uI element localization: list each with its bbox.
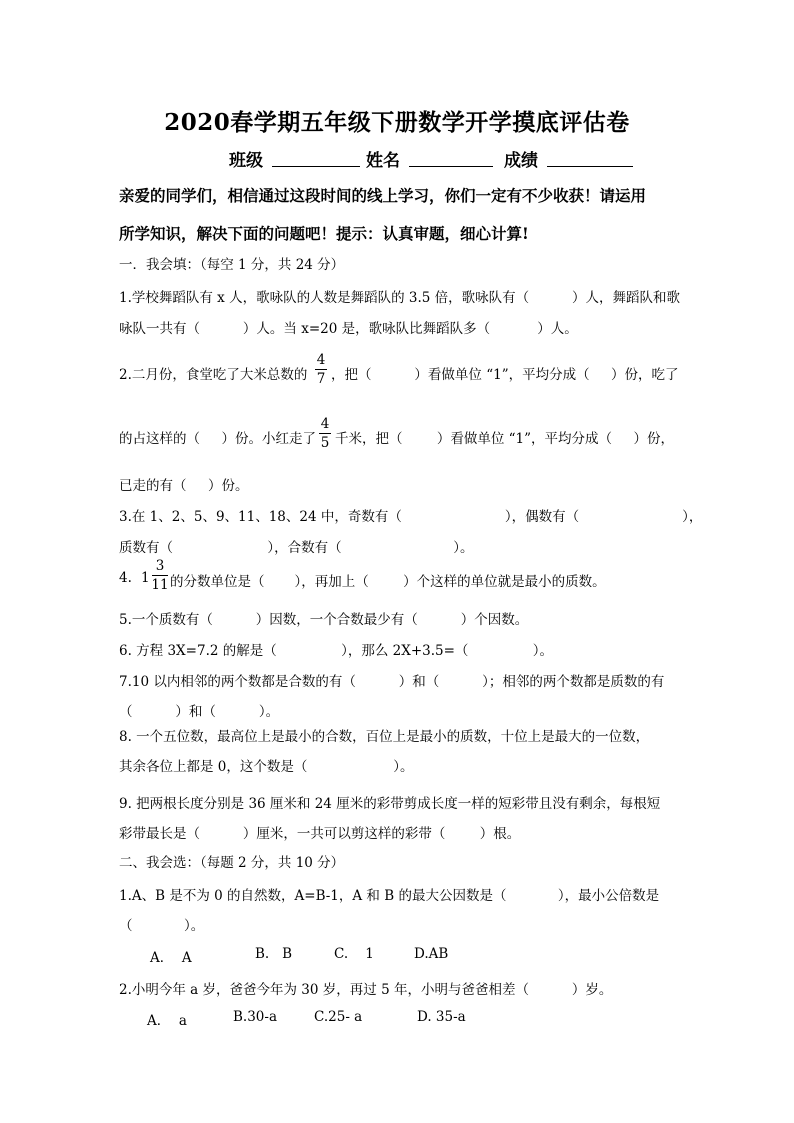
fraction-numerator: 4 <box>320 416 330 432</box>
q4-fraction <box>151 558 169 593</box>
score-label: 成绩 <box>504 151 538 171</box>
fraction-denominator: 5 <box>320 435 330 451</box>
s2-q2-line-1: 2.小明今年 a 岁，爸爸今年为 30 岁，再过 5 年，小明与爸爸相差（ ）岁。 <box>119 982 613 998</box>
q5: 5.一个质数有（ ）因数，一个合数最少有（ ）个因数。 <box>119 612 529 628</box>
intro-line-2: 所学知识，解决下面的问题吧！提示：认真审题，细心计算! <box>119 224 529 243</box>
s2-q2-option-a: A． a <box>147 1013 187 1029</box>
s2-q1-option-d: D.AB <box>414 946 449 962</box>
s2-q1-line-1: 1.A、B 是不为 0 的自然数，A=B-1，A 和 B 的最大公因数是（ ），最小公倍数是 <box>119 888 660 904</box>
intro-line-1: 亲爱的同学们，相信通过这段时间的线上学习，你们一定有不少收获！请运用 <box>119 186 647 205</box>
class-blank <box>272 166 360 167</box>
page-title: 2020春学期五年级下册数学开学摸底评估卷 <box>164 109 630 136</box>
q2-fraction-1 <box>314 352 328 387</box>
s2-q1-option-c: C. 1 <box>334 946 374 962</box>
q2-text-c: 的占这样的（ ）份。小红走了 <box>119 431 316 447</box>
q2-text-d: 千米，把（ ）看做单位 “1”，平均分成（ ）份， <box>335 431 674 447</box>
q2-text-b: ，把（ ）看做单位 “1”，平均分成（ ）份，吃了 <box>331 367 679 383</box>
q3-line-2: 质数有（ ），合数有（ ）。 <box>119 540 474 556</box>
q3-line-1: 3.在 1、2、5、9、11、18、24 中，奇数有（ ），偶数有（ ）， <box>119 509 703 525</box>
q9-line-1: 9. 把两根长度分别是 36 厘米和 24 厘米的彩带剪成长度一样的短彩带且没有剩余，每根短 <box>119 796 661 812</box>
fraction-denominator: 11 <box>151 577 169 593</box>
fraction-bar <box>315 369 327 370</box>
q8-line-2: 其余各位上都是 0，这个数是（ ）。 <box>119 759 414 775</box>
q1-line-2: 咏队一共有（ ）人。当 x=20 是，歌咏队比舞蹈队多（ ）人。 <box>119 321 578 337</box>
fraction-bar <box>319 433 331 434</box>
q2-text-a: 2.二月份，食堂吃了大米总数的 <box>119 367 308 383</box>
fraction-numerator: 4 <box>316 352 326 368</box>
q6: 6. 方程 3X=7.2 的解是（ ），那么 2X+3.5=（ ）。 <box>119 643 554 659</box>
q4-prefix: 4. <box>119 570 132 586</box>
q7-line-2: （ ）和（ ）。 <box>119 704 280 720</box>
q8-line-1: 8. 一个五位数，最高位上是最小的合数，百位上是最小的质数，十位上是最大的一位数， <box>119 729 650 745</box>
s2-q2-option-c: C.25- a <box>314 1009 363 1025</box>
s2-q1-line-2: （ ）。 <box>119 918 205 934</box>
s2-q1-option-b: B. B <box>255 946 293 962</box>
s2-q2-option-b: B.30-a <box>233 1009 278 1025</box>
name-label: 姓名 <box>366 151 400 171</box>
s2-q2-option-d: D. 35-a <box>417 1009 466 1025</box>
score-blank <box>547 166 633 167</box>
section-2-heading: 二、我会选：（每题 2 分，共 10 分） <box>119 855 345 871</box>
name-blank <box>409 166 493 167</box>
q1-line-1: 1.学校舞蹈队有 x 人，歌咏队的人数是舞蹈队的 3.5 倍，歌咏队有（ ）人，舞蹈队和歌 <box>119 290 681 306</box>
fraction-bar <box>152 575 168 576</box>
s2-q1-option-a: A． A <box>150 950 192 966</box>
fraction-denominator: 7 <box>316 371 326 387</box>
q9-line-2: 彩带最长是（ ）厘米，一共可以剪这样的彩带（ ）根。 <box>119 826 521 842</box>
q7-line-1: 7.10 以内相邻的两个数都是合数的有（ ）和（ ）；相邻的两个数都是质数的有 <box>119 674 665 690</box>
section-1-heading: 一．我会填：（每空 1 分，共 24 分） <box>119 257 345 273</box>
q4-text: 的分数单位是（ ），再加上（ ）个这样的单位就是最小的质数。 <box>170 574 606 590</box>
q2-fraction-2 <box>318 416 332 451</box>
class-label: 班级 <box>229 151 263 171</box>
q2-text-e: 已走的有（ ）份。 <box>119 478 249 494</box>
fraction-numerator: 3 <box>155 558 165 574</box>
q4-whole: 1 <box>141 570 150 586</box>
